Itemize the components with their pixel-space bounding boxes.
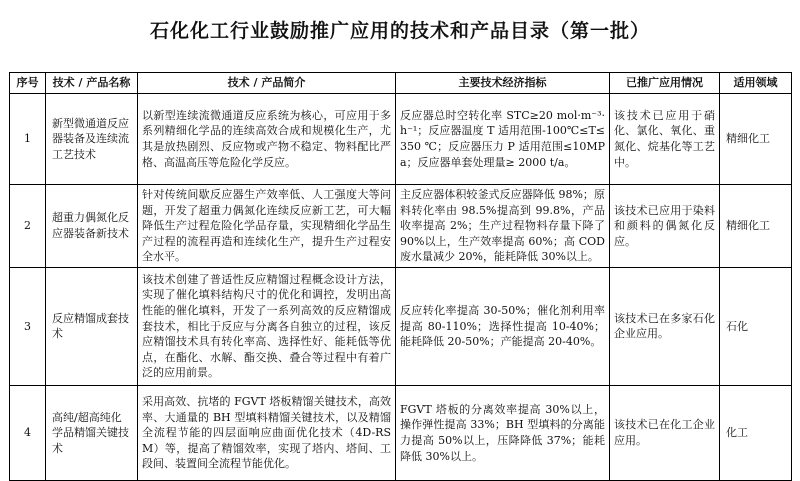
tech-metrics: 主反应器体积较釜式反应器降低 98%；原料转化率由 98.5%提高到 99.8%，产品收率提高 2%；生产过程物料存量下降了 90%以上，生产效率提高 60%；高 COD 废水量减少 20%，能耗降低 30%以上。 <box>396 185 610 268</box>
tech-field: 精细化工 <box>720 185 792 268</box>
tech-intro: 针对传统间歇反应器生产效率低、人工强度大等问题，开发了超重力偶氮化连续反应新工艺，可大幅降低生产过程危险化学品存量，实现精细化学品生产过程的流程再造和连续化生产，提升生产过程安全水平。 <box>138 185 396 268</box>
tech-applications: 该技术已在多家石化企业应用。 <box>610 267 720 385</box>
header-index: 序号 <box>10 73 46 94</box>
table-row <box>10 267 792 385</box>
tech-name: 超重力偶氮化反应器装备新技术 <box>46 185 138 268</box>
tech-field: 精细化工 <box>720 94 792 185</box>
table-row <box>10 385 792 480</box>
header-name: 技术 / 产品名称 <box>46 73 138 94</box>
header-field: 适用领域 <box>720 73 792 94</box>
tech-field: 化工 <box>720 385 792 480</box>
tech-name: 新型微通道反应器装备及连续流工艺技术 <box>46 94 138 185</box>
tech-applications: 该技术已应用于硝化、氯化、氧化、重氮化、烷基化等工艺中。 <box>610 94 720 185</box>
tech-intro: 采用高效、抗堵的 FGVT 塔板精馏关键技术，高效率、大通量的 BH 型填料精馏关键技术，以及精馏全流程节能的四层面响应曲面优化技术（4D-RSM）等，提高了精馏效率，实现了塔内、塔间、工段间、装置间全流程节能优化。 <box>138 385 396 480</box>
tech-applications: 该技术已应用于染料和颜料的偶氮化反应。 <box>610 185 720 268</box>
tech-intro: 该技术创建了普适性反应精馏过程概念设计方法，实现了催化填料结构尺寸的优化和调控，发明出高性能的催化填料，开发了一系列高效的反应精馏成套技术，相比于反应与分离各自独立的过程，该反应精馏技术具有转化率高、选择性好、能耗低等优点，在酯化、水解、酯交换、叠合等过程中有着广泛的应用前景。 <box>138 267 396 385</box>
tech-intro: 以新型连续流微通道反应系统为核心，可应用于多系列精细化学品的连续高效合成和规模化生产，尤其是放热剧烈、反应物或产物不稳定、物料配比严格、高温高压等危险化学反应。 <box>138 94 396 185</box>
tech-metrics: 反应转化率提高 30-50%；催化剂利用率提高 80-110%；选择性提高 10-40%；能耗降低 20-50%；产能提高 20-40%。 <box>396 267 610 385</box>
tech-applications: 该技术已在化工企业应用。 <box>610 385 720 480</box>
row-index: 2 <box>10 185 46 268</box>
tech-name: 反应精馏成套技术 <box>46 267 138 385</box>
table-row <box>10 94 792 185</box>
catalog-table <box>9 72 792 481</box>
table-row <box>10 185 792 268</box>
tech-field: 石化 <box>720 267 792 385</box>
tech-metrics: 反应器总时空转化率 STC≥20 mol·m⁻³·h⁻¹；反应器温度 T 适用范围-100℃≤T≤350 ℃；反应器压力 P 适用范围≤10MPa；反应器单套处理量≥ 2000 t/a。 <box>396 94 610 185</box>
tech-name: 高纯/超高纯化学品精馏关键技术 <box>46 385 138 480</box>
header-intro: 技术 / 产品简介 <box>138 73 396 94</box>
table-header-row <box>10 73 792 94</box>
row-index: 3 <box>10 267 46 385</box>
header-applications: 已推广应用情况 <box>610 73 720 94</box>
header-metrics: 主要技术经济指标 <box>396 73 610 94</box>
document-title: 石化化工行业鼓励推广应用的技术和产品目录（第一批） <box>149 20 650 42</box>
row-index: 4 <box>10 385 46 480</box>
row-index: 1 <box>10 94 46 185</box>
tech-metrics: FGVT 塔板的分离效率提高 30%以上，操作弹性提高 33%；BH 型填料的分离能力提高 50%以上，压降降低 37%；能耗降低 30%以上。 <box>396 385 610 480</box>
